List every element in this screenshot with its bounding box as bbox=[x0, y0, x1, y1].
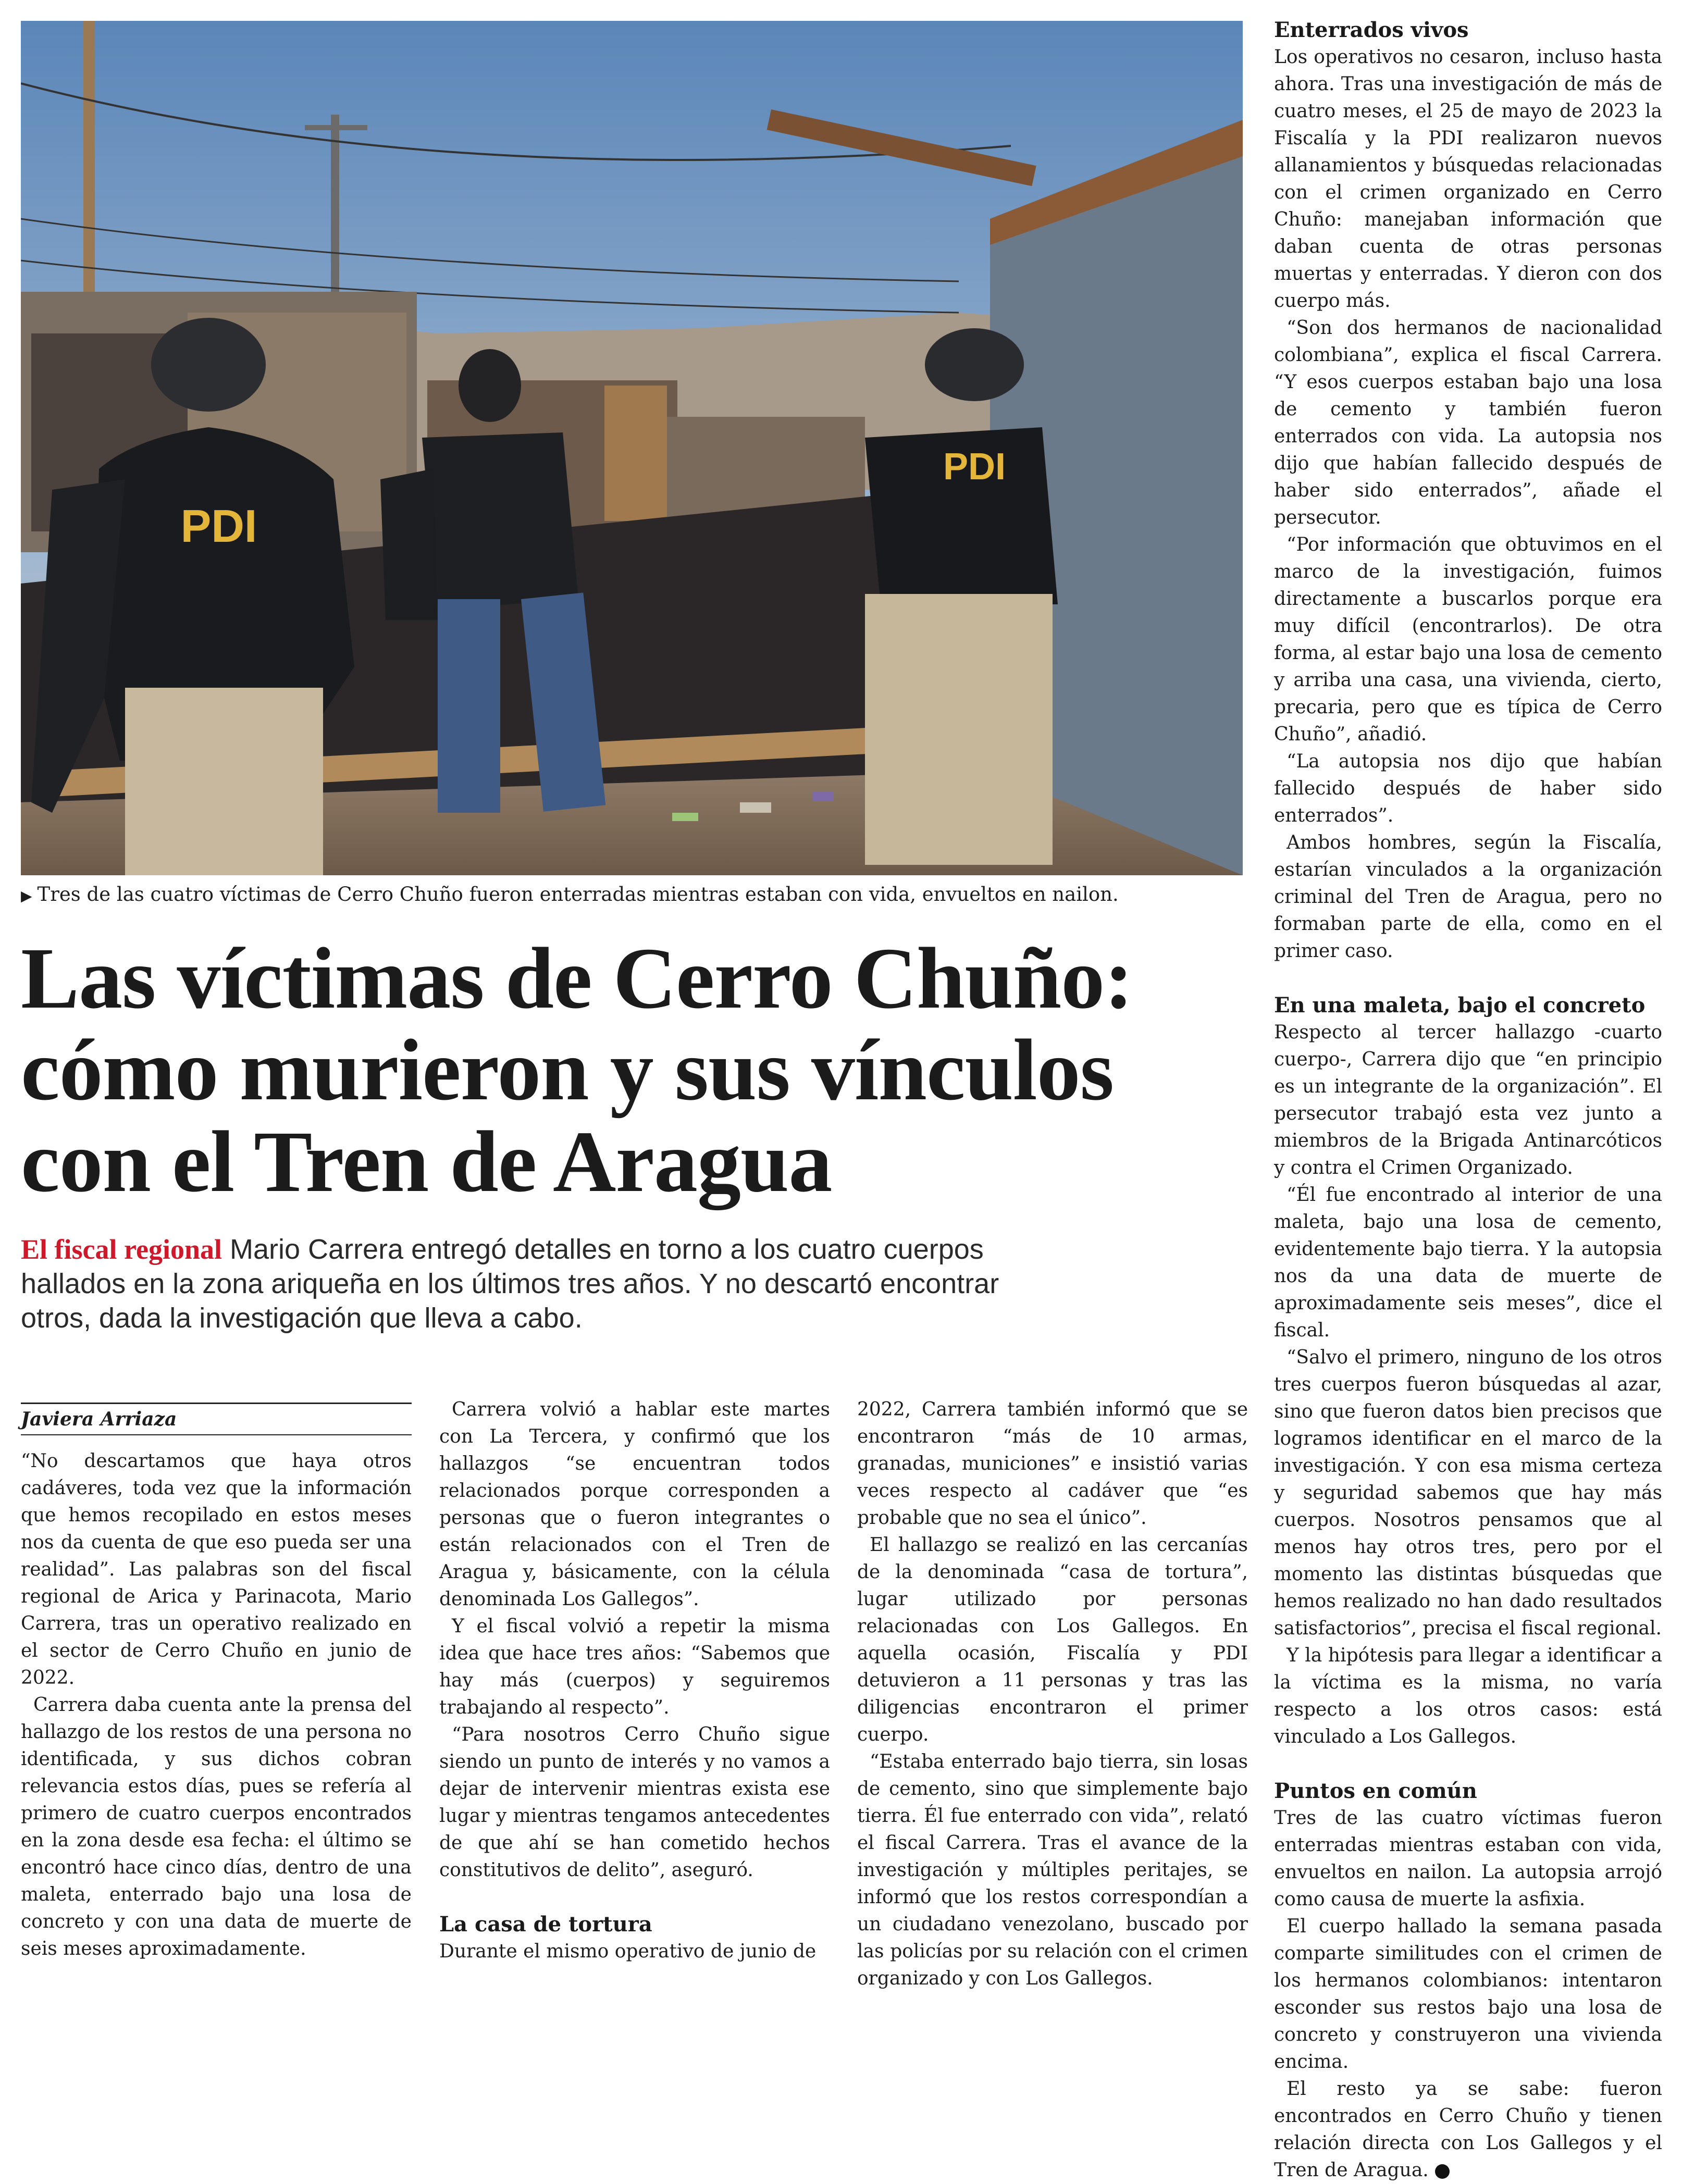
deck-kicker: El fiscal regional bbox=[21, 1234, 222, 1265]
deck-text: Mario Carrera entregó detalles en torno a los cuatro cuerpos hallados en la zona ariqueña en los últimos tres años. Y no descartó encontrar otros, dada la investigación que lleva a cabo. bbox=[21, 1234, 999, 1334]
paragraph: “Por información que obtuvimos en el marco de la investigación, fuimos directamente a buscarlos porque era muy difícil (encontrarlos). De otra forma, al estar bajo una losa de cemento y arriba una casa, una vivienda, cierto, precaria, pero que es típica de Cerro Chuño”, añadió. bbox=[1274, 534, 1662, 745]
deck bbox=[21, 1232, 1063, 1335]
article-column-3 bbox=[857, 1396, 1248, 1992]
subheading-en-una-maleta: En una maleta, bajo el concreto bbox=[1274, 993, 1646, 1017]
article-column-4 bbox=[1274, 17, 1662, 2184]
subheading-puntos-en-comun: Puntos en común bbox=[1274, 1779, 1477, 1803]
paragraph: “Estaba enterrado bajo tierra, sin losas de cemento, sino que simplemente bajo tierra. Él fue enterrado con vida”, relató el fiscal Carrera. Tras el avance de la investigación y múltiples peritajes, se informó que los restos correspondían a un ciudadano venezolano, buscado por las policías por su relación con el crimen organizado y con Los Gallegos. bbox=[857, 1751, 1248, 1989]
end-of-article-icon bbox=[1435, 2164, 1450, 2179]
paragraph: “No descartamos que haya otros cadáveres, toda vez que la información que hemos recopilado en estos meses nos da cuenta de que eso pueda ser una realidad”. Las palabras son del fiscal regional de Arica y Parinacota, Mario Carrera, tras un operativo realizado en el sector de Cerro Chuño en junio de 2022. bbox=[21, 1450, 412, 1689]
paragraph bbox=[1274, 2076, 1662, 2184]
article-column-1 bbox=[21, 1403, 412, 1963]
byline: Javiera Arriaza bbox=[21, 1403, 412, 1435]
paragraph: El cuerpo hallado la semana pasada comparte similitudes con el crimen de los hermanos colombianos: intentaron esconder sus restos bajo una losa de concreto y construyeron una vivienda encima. bbox=[1274, 1916, 1662, 2073]
final-paragraph-text: El resto ya se sabe: fueron encontrados en Cerro Chuño y tienen relación directa con Los Gallegos y el Tren de Aragua. bbox=[1274, 2078, 1662, 2181]
spacer bbox=[439, 1884, 830, 1911]
subheading-casa-de-tortura: La casa de tortura bbox=[439, 1912, 652, 1937]
article-column-2 bbox=[439, 1396, 830, 1965]
paragraph: Ambos hombres, según la Fiscalía, estarían vinculados a la organización criminal del Tren de Aragua, pero no formaban parte de ella, como en el primer caso. bbox=[1274, 832, 1662, 962]
paragraph: Durante el mismo operativo de junio de bbox=[439, 1941, 817, 1962]
vest-label-right: PDI bbox=[943, 446, 1006, 488]
spacer bbox=[1274, 965, 1662, 992]
paragraph: Los operativos no cesaron, incluso hasta ahora. Tras una investigación de más de cuatro meses, el 25 de mayo de 2023 la Fiscalía y la PDI realizaron nuevos allanamientos y búsquedas relacionadas con el crimen organizado en Cerro Chuño: manejaban información que daban cuenta de otras personas muertas y enterradas. Y dieron con dos cuerpo más. bbox=[1274, 46, 1662, 312]
paragraph: Y la hipótesis para llegar a identificar a la víctima es la misma, no varía respecto a los otros casos: está vinculado a Los Gallegos. bbox=[1274, 1645, 1662, 1747]
paragraph: Y el fiscal volvió a repetir la misma idea que hace tres años: “Sabemos que hay más (cuerpos) y seguiremos trabajando al respecto”. bbox=[439, 1616, 830, 1718]
photo-caption bbox=[21, 882, 1243, 909]
paragraph: Respecto al tercer hallazgo -cuarto cuerpo-, Carrera dijo que “en principio es un integrante de la organización”. El persecutor trabajó esta vez junto a miembros de la Brigada Antinarcóticos y contra el Crimen Organizado. bbox=[1274, 1022, 1662, 1178]
vest-label-left: PDI bbox=[180, 500, 257, 552]
article-photo bbox=[21, 21, 1243, 875]
paragraph: “Él fue encontrado al interior de una maleta, bajo una losa de cemento, evidentemente bajo tierra. Y la autopsia nos da una data de muerte de aproximadamente seis meses”, dice el fiscal. bbox=[1274, 1184, 1662, 1341]
paragraph: “Para nosotros Cerro Chuño sigue siendo un punto de interés y no vamos a dejar de intervenir mientras exista ese lugar y mientras tengamos antecedentes de que ahí se han cometido hechos constitutivos de delito”, aseguró. bbox=[439, 1724, 830, 1881]
caption-triangle-icon: ▶ bbox=[21, 887, 32, 904]
caption-text: Tres de las cuatro víctimas de Cerro Chuño fueron enterradas mientras estaban con vida, envueltos en nailon. bbox=[37, 883, 1119, 905]
paragraph: El hallazgo se realizó en las cercanías de la denominada “casa de tortura”, lugar utilizado por personas relacionadas con Los Gallegos. En aquella ocasión, Fiscalía y PDI detuvieron a 11 personas y tras las diligencias encontraron el primer cuerpo. bbox=[857, 1534, 1248, 1745]
subheading-enterrados-vivos: Enterrados vivos bbox=[1274, 18, 1469, 42]
headline: Las víctimas de Cerro Chuño: cómo murieron y sus vínculos con el Tren de Aragua bbox=[21, 930, 1133, 1210]
paragraph: Tres de las cuatro víctimas fueron enterradas mientras estaban con vida, envueltos en nailon. La autopsia arrojó como causa de muerte la asfixia. bbox=[1274, 1807, 1662, 1910]
paragraph: “Salvo el primero, ninguno de los otros tres cuerpos fueron búsquedas al azar, sino que fueron datos bien precisos que logramos identificar en el marco de la investigación. Y con esa misma certeza y seguridad sabemos que hay más cuerpos. Nosotros pensamos que al menos hay otros tres, pero por el momento las distintas búsquedas que hemos realizado no han dado resultados satisfactorios”, precisa el fiscal regional. bbox=[1274, 1347, 1662, 1639]
paragraph: Carrera daba cuenta ante la prensa del hallazgo de los restos de una persona no identificada, y sus dichos cobran relevancia estos días, pues se refería al primero de cuatro cuerpos encontrados en la zona desde esa fecha: el último se encontró hace cinco días, dentro de una maleta, enterrado bajo una losa de concreto y con una data de muerte de seis meses aproximadamente. bbox=[21, 1694, 412, 1959]
paragraph: “Son dos hermanos de nacionalidad colombiana”, explica el fiscal Carrera. “Y esos cuerpos estaban bajo una losa de cemento y también fueron enterrados con vida. La autopsia nos dijo que habían fallecido después de haber sido enterrados”, añade el persecutor. bbox=[1274, 317, 1662, 528]
paragraph: “La autopsia nos dijo que habían fallecido después de haber sido enterrados”. bbox=[1274, 751, 1662, 826]
paragraph: Carrera volvió a hablar este martes con La Tercera, y confirmó que los hallazgos “se encuentran todos relacionados porque corresponden a personas que o fueron integrantes o están relacionados con el Tren de Aragua y, básicamente, con la célula denominada Los Gallegos”. bbox=[439, 1399, 830, 1610]
spacer bbox=[1274, 1751, 1662, 1778]
paragraph: 2022, Carrera también informó que se encontraron “más de 10 armas, granadas, municiones” e insistió varias veces respecto al cadáver que “es probable que no sea el único”. bbox=[857, 1399, 1248, 1529]
police-raid-photo bbox=[21, 21, 1243, 875]
